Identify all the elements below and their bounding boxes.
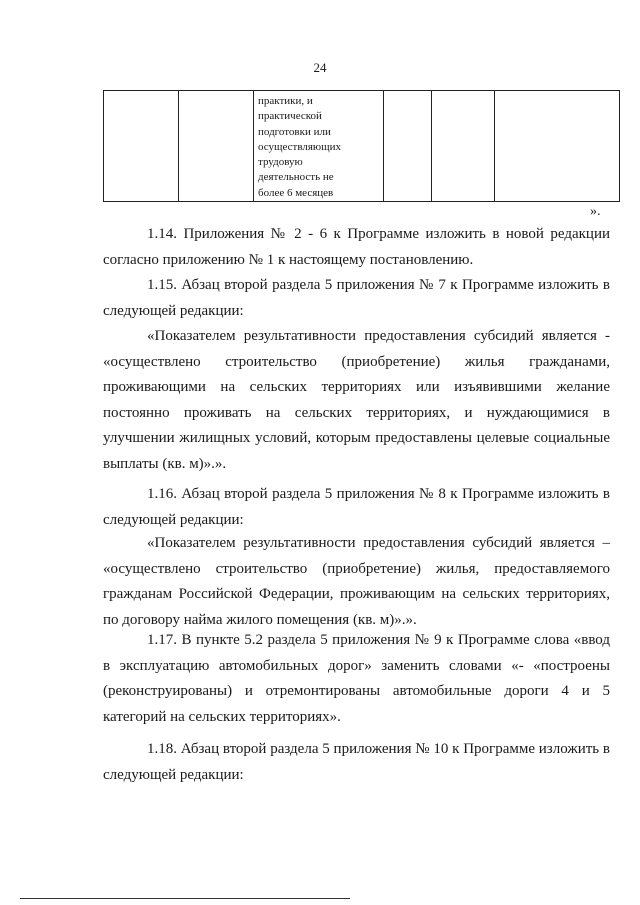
quote-paragraph-8: «Показателем результативности предоставления субсидий является – «осуществлено строительство (приобретение) жилья, предоставляемого гражданам Российской Федерации, проживающим на сельских территориях, по договору найма жилого помещения (кв. м)».». — [103, 535, 610, 628]
continuation-table — [103, 90, 620, 202]
footer-divider — [20, 898, 350, 899]
paragraph-1-18: 1.18. Абзац второй раздела 5 приложения № 10 к Программе изложить в следующей редакции: — [103, 741, 610, 783]
table-cell — [254, 91, 384, 202]
table-row — [104, 91, 620, 202]
table-cell — [179, 91, 254, 202]
paragraph-1-14: 1.14. Приложения № 2 - 6 к Программе изложить в новой редакции согласно приложению № 1 к настоящему постановлению. — [103, 226, 610, 268]
table-cell — [384, 91, 432, 202]
table-cell — [104, 91, 179, 202]
table-close-quote: ». — [590, 204, 601, 219]
table-cell — [432, 91, 495, 202]
quote-paragraph-7: «Показателем результативности предоставления субсидий является - «осуществлено строительство (приобретение) жилья гражданами, проживающими на сельских территориях или изъявившими желание постоянно проживать на сельских территориях, и нуждающимися в улучшении жилищных условий, которым предоставлены целевые социальные выплаты (кв. м)».». — [103, 328, 610, 472]
paragraph-1-15: 1.15. Абзац второй раздела 5 приложения № 7 к Программе изложить в следующей редакции: — [103, 277, 610, 319]
table-cell-text: практики, и практической подготовки или осуществляющих трудовую деятельность не более 6 месяцев — [258, 95, 341, 199]
paragraph-1-17: 1.17. В пункте 5.2 раздела 5 приложения № 9 к Программе слова «ввод в эксплуатацию автомобильных дорог» заменить словами «- «построены (реконструированы) и отремонтированы автомобильные дороги 4 и 5 категорий на сельских территориях». — [103, 632, 610, 725]
page-number: 24 — [313, 60, 327, 75]
table-cell — [495, 91, 620, 202]
paragraph-1-16: 1.16. Абзац второй раздела 5 приложения № 8 к Программе изложить в следующей редакции: — [103, 486, 610, 528]
